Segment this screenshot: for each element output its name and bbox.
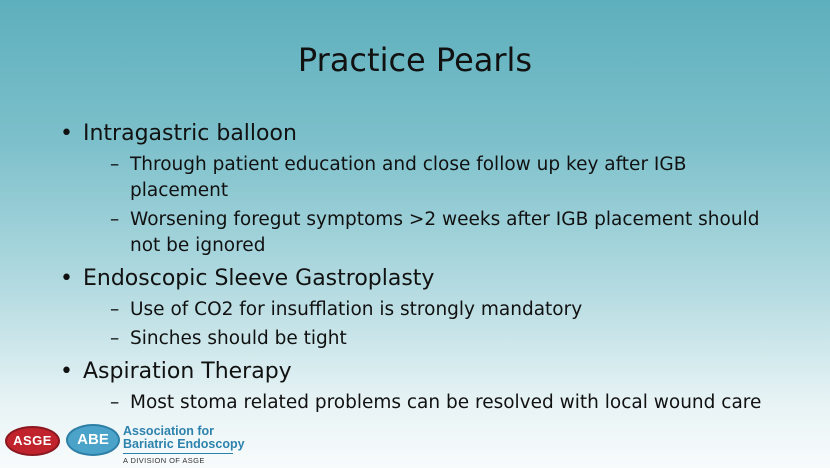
sub-bullet-dash: –: [110, 299, 120, 320]
sub-bullet-dash: –: [110, 209, 120, 230]
sub-bullet-text: Worsening foregut symptoms >2 weeks after IGB placement should not be ignored: [130, 209, 760, 256]
org-name-line1: Association for: [123, 424, 214, 438]
sub-bullet: [110, 390, 788, 416]
sub-bullet-dash: –: [110, 328, 120, 349]
org-name-line2: Bariatric Endoscopy: [123, 437, 245, 451]
bullet-text: Intragastric balloon: [83, 121, 297, 146]
bullet-dot: •: [60, 121, 73, 146]
sub-bullet: [110, 297, 788, 323]
bullet-dot: •: [60, 266, 73, 291]
bullet-text: Endoscopic Sleeve Gastroplasty: [83, 266, 435, 291]
sub-bullet: [110, 326, 788, 352]
slide-content: [58, 119, 788, 416]
sub-bullet-text: Sinches should be tight: [130, 328, 347, 349]
asge-logo: ASGE: [5, 426, 60, 456]
org-division: A DIVISION OF ASGE: [123, 456, 205, 465]
org-name: [123, 425, 245, 451]
org-divider: [123, 453, 233, 454]
bullet-dot: •: [60, 359, 73, 384]
sub-bullet: [110, 152, 788, 204]
sub-bullet-dash: –: [110, 154, 120, 175]
bullet-endoscopic-sleeve-gastroplasty: [58, 264, 788, 294]
sub-bullet-text: Most stoma related problems can be resolved with local wound care: [130, 392, 762, 413]
bullet-intragastric-balloon: [58, 119, 788, 149]
bullet-aspiration-therapy: [58, 357, 788, 387]
sub-bullet: [110, 207, 788, 259]
slide-title: Practice Pearls: [297, 41, 533, 79]
sub-bullet-dash: –: [110, 392, 120, 413]
abe-logo: ABE: [66, 424, 120, 456]
footer-logos: [5, 423, 245, 465]
sub-bullet-text: Through patient education and close follow up key after IGB placement: [130, 154, 687, 201]
bullet-text: Aspiration Therapy: [83, 359, 292, 384]
sub-bullet-text: Use of CO2 for insufflation is strongly mandatory: [130, 299, 583, 320]
